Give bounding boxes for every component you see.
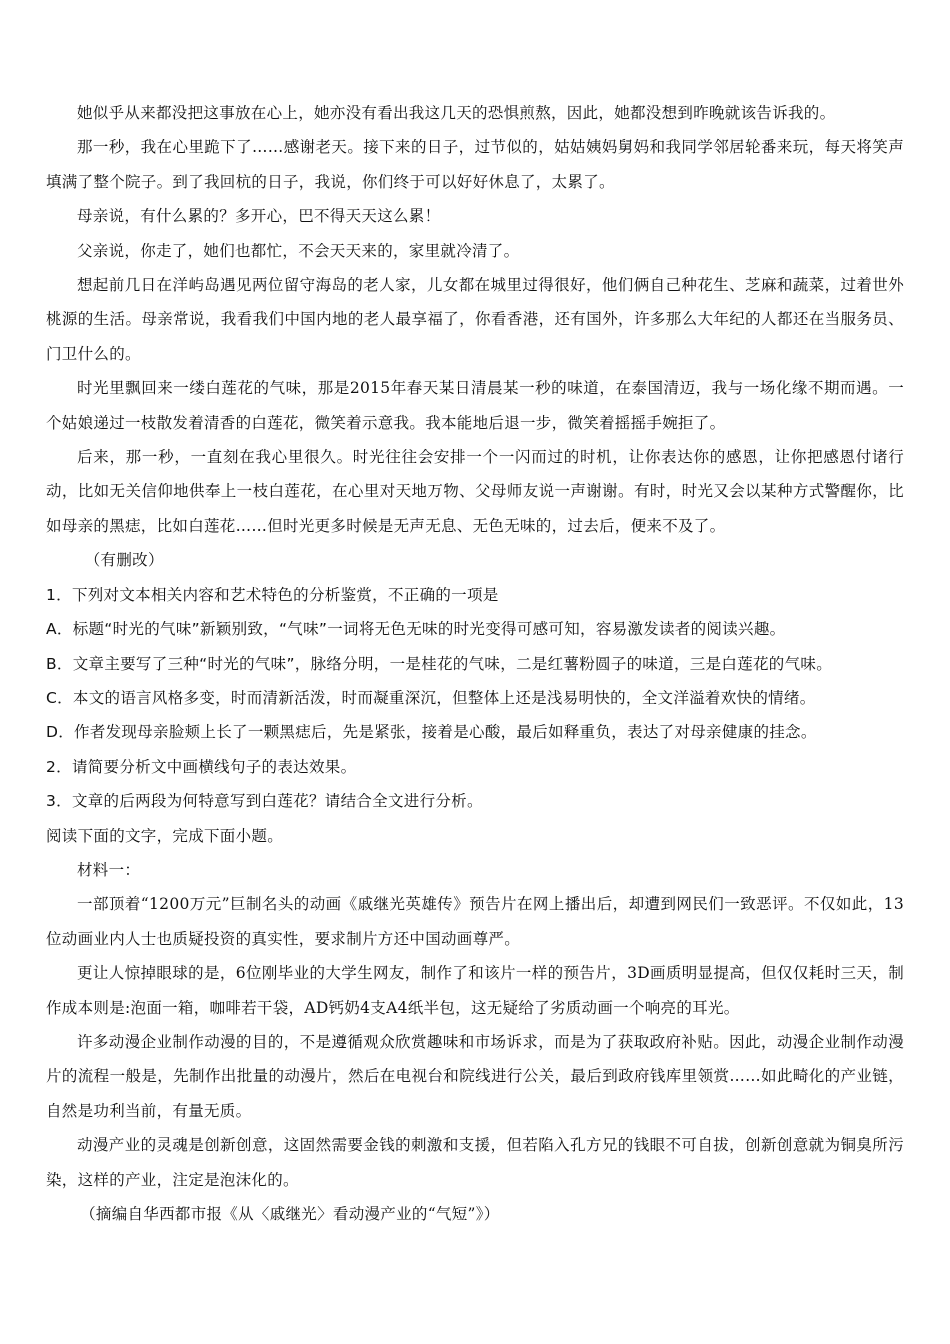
option-d: D．作者发现母亲脸颊上长了一颗黑痣后，先是紧张，接着是心酸，最后如释重负，表达了对母亲健康的挂念。: [46, 723, 817, 742]
revision-note: （有删改）: [84, 551, 164, 570]
document-page: [46, 96, 904, 1231]
passage-one-paragraph: 母亲说，有什么累的？多开心，巴不得天天这么累！: [77, 207, 441, 226]
option-c: C．本文的语言风格多变，时而清新活泼，时而凝重深沉，但整体上还是浅易明快的，全文洋溢着欢快的情绪。: [46, 688, 816, 707]
source-citation: （摘编自华西都市报《从〈戚继光〉看动漫产业的“气短”》）: [80, 1205, 500, 1223]
option-a: A．标题“时光的气味”新颖别致，“气味”一词将无色无味的时光变得可感可知，容易激发读者的阅读兴趣。: [46, 620, 786, 639]
passage-one-paragraph: 父亲说，你走了，她们也都忙，不会天天来的，家里就冷清了。: [77, 241, 520, 260]
passage-one-paragraph: 想起前几日在洋屿岛遇见两位留守海岛的老人家，儿女都在城里过得很好，他们俩自己种花生、芝麻和蔬菜，过着世外桃源的生活。母亲常说，我看我们中国内地的老人最享福了，你看香港，还有国外，许多那么大年纪的人都还在当服务员、门卫什么的。: [46, 276, 904, 363]
option-b: B．文章主要写了三种“时光的气味”，脉络分明，一是桂花的气味，二是红薯粉圆子的味道，三是白莲花的气味。: [46, 654, 832, 673]
passage-two-paragraph: 许多动漫企业制作动漫的目的，不是遵循观众欣赏趣味和市场诉求，而是为了获取政府补贴。因此，动漫企业制作动漫片的流程一般是，先制作出批量的动漫片，然后在电视台和院线进行公关，最后到政府钱库里领赏……如此畸化的产业链，自然是功利当前，有量无质。: [46, 1032, 904, 1120]
section-intro: 阅读下面的文字，完成下面小题。: [46, 826, 284, 845]
question-1: 1．下列对文本相关内容和艺术特色的分析鉴赏，不正确的一项是: [46, 585, 499, 604]
passage-two-paragraph: 一部顶着“1200万元”巨制名头的动画《戚继光英雄传》预告片在网上播出后，却遭到网民们一致恶评。不仅如此，13位动画业内人士也质疑投资的真实性，要求制片方还中国动画尊严。: [46, 895, 904, 948]
passage-one-paragraph: 时光里飘回来一缕白莲花的气味，那是2015年春天某日清晨某一秒的味道，在泰国清迈，我与一场化缘不期而遇。一个姑娘递过一枝散发着清香的白莲花，微笑着示意我。我本能地后退一步，微笑着摇摇手婉拒了。: [46, 379, 904, 432]
passage-one-paragraph: 后来，那一秒，一直刻在我心里很久。时光往往会安排一个一闪而过的时机，让你表达你的感恩，让你把感恩付诸行动，比如无关信仰地供奉上一枝白莲花，在心里对天地万物、父母师友说一声谢谢。有时，时光又会以某种方式警醒你，比如母亲的黑痣，比如白莲花……但时光更多时候是无声无息、无色无味的，过去后，便来不及了。: [46, 448, 904, 535]
passage-one-paragraph: 她似乎从来都没把这事放在心上，她亦没有看出我这几天的恐惧煎熬，因此，她都没想到昨晚就该告诉我的。: [77, 104, 836, 122]
question-2: 2．请简要分析文中画横线句子的表达效果。: [46, 757, 357, 776]
passage-two-paragraph: 动漫产业的灵魂是创新创意，这固然需要金钱的刺激和支援，但若陷入孔方兄的钱眼不可自拔，创新创意就为铜臭所污染，这样的产业，注定是泡沫化的。: [46, 1136, 904, 1189]
material-label: 材料一：: [77, 860, 141, 879]
passage-one-paragraph: 那一秒，我在心里跪下了……感谢老天。接下来的日子，过节似的，姑姑姨妈舅妈和我同学邻居轮番来玩，每天将笑声填满了整个院子。到了我回杭的日子，我说，你们终于可以好好休息了，太累了。: [46, 138, 904, 191]
question-3: 3．文章的后两段为何特意写到白莲花？请结合全文进行分析。: [46, 792, 483, 811]
passage-two-paragraph: 更让人惊掉眼球的是，6位刚毕业的大学生网友，制作了和该片一样的预告片，3D画质明显提高，但仅仅耗时三天，制作成本则是:泡面一箱，咖啡若干袋，AD钙奶4支A4纸半包，这无疑给了劣质动画一个响亮的耳光。: [46, 964, 904, 1017]
